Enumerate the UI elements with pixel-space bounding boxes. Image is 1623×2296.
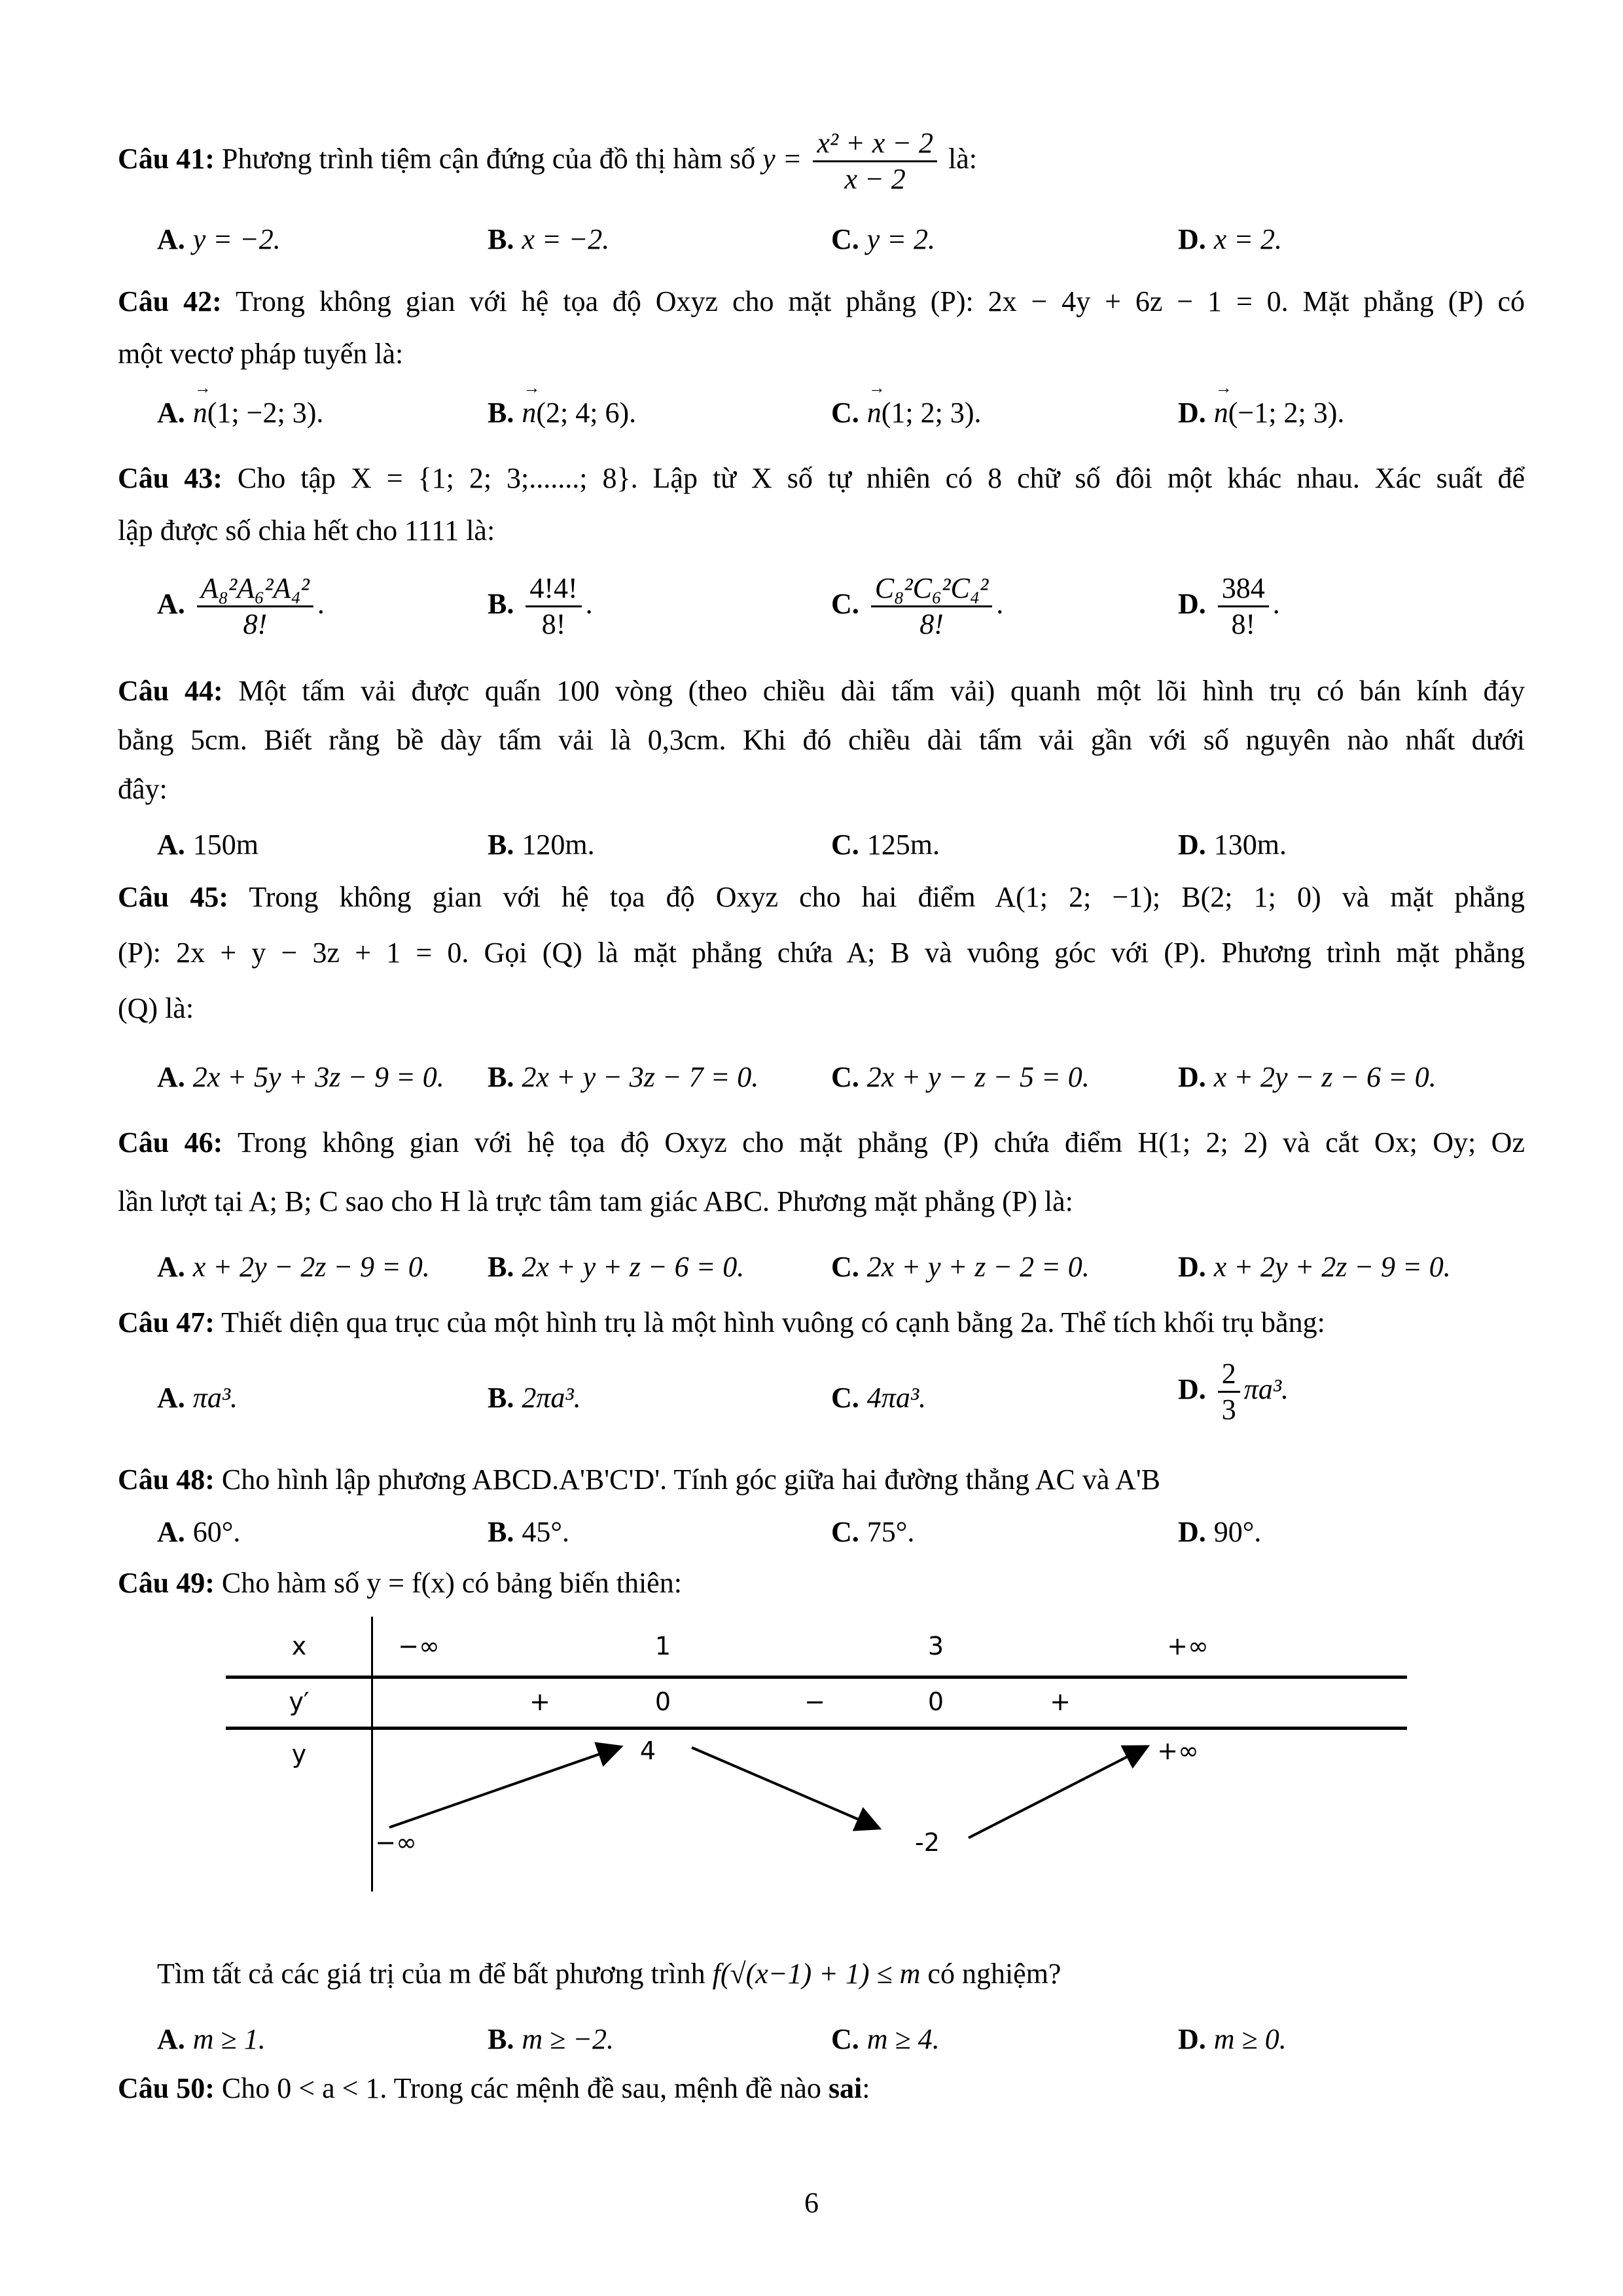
option-label: D.	[1178, 587, 1206, 620]
question-47	[118, 1306, 1525, 1340]
derivative-sign: +	[529, 1687, 550, 1716]
options-44	[157, 828, 1525, 880]
options-45	[157, 1060, 1525, 1113]
option-label: C.	[831, 223, 859, 255]
option-label: C.	[831, 1382, 859, 1414]
question-text-line3: (Q) là:	[118, 992, 194, 1024]
question-text-line1: Trong không gian với hệ tọa độ Oxyz cho mặt phẳng (P) chứa điểm H(1; 2; 2) và cắt Ox; Oy; Oz	[237, 1126, 1525, 1158]
option-d[interactable]	[1178, 1060, 1436, 1095]
option-value: πa³.	[192, 1382, 238, 1414]
options-46	[157, 1250, 1525, 1302]
question-42-line2	[118, 337, 1525, 372]
option-label: D.	[1178, 223, 1206, 255]
question-text-line2: lần lượt tại A; B; C sao cho H là trực tâm tam giác ABC. Phương mặt phẳng (P) là:	[118, 1185, 1073, 1217]
question-text: Cho hình lập phương ABCD.A'B'C'D'. Tính góc giữa hai đường thẳng AC và A'B	[221, 1463, 1161, 1496]
option-value: m ≥ 0.	[1213, 2023, 1287, 2055]
fraction-denominator: 8!	[541, 608, 566, 641]
question-label: Câu 46:	[118, 1126, 223, 1158]
options-41	[157, 223, 1525, 275]
option-c[interactable]: C. $\frac{\text{C₈²C₆²C₄²}}{8!}$ .	[831, 572, 1004, 641]
option-d[interactable]: D. $\frac{384}{8!}$ .	[1178, 572, 1280, 641]
option-a[interactable]	[157, 1381, 238, 1416]
question-48	[118, 1463, 1525, 1498]
option-b[interactable]	[488, 2022, 614, 2057]
option-label: A.	[157, 1516, 185, 1548]
option-label: A.	[157, 1251, 185, 1283]
option-value: x + 2y − 2z − 9 = 0.	[192, 1251, 430, 1283]
fraction-denominator: x − 2	[844, 163, 906, 196]
vector-n: → n	[193, 396, 207, 431]
question-text-line2: bằng 5cm. Biết rằng bề dày tấm vải là 0,3cm. Khi đó chiều dài tấm vải gần với số nguyên nào nhất dưới	[118, 724, 1525, 756]
option-value: 120m.	[522, 829, 595, 861]
option-label: A.	[157, 1382, 185, 1414]
question-46	[118, 1126, 1525, 1160]
question-text-line1: Cho tập X = {1; 2; 3;.......; 8}. Lập từ X số tự nhiên có 8 chữ số đôi một khác nhau. Xác suất để	[237, 462, 1525, 494]
option-label: B.	[488, 1382, 514, 1414]
increasing-arrow-icon	[389, 1748, 618, 1827]
option-value: 2x + 5y + 3z − 9 = 0.	[192, 1061, 444, 1093]
option-b[interactable]	[488, 828, 595, 863]
question-label: Câu 48:	[118, 1463, 215, 1496]
fraction-denominator: 8!	[919, 608, 944, 641]
option-value: 125m.	[866, 829, 940, 861]
option-value: 150m	[192, 829, 259, 861]
options-43	[157, 572, 1525, 641]
option-label: A.	[157, 1061, 185, 1093]
question-label: Câu 45:	[118, 881, 229, 913]
question-41	[118, 128, 1525, 196]
question-label: Câu 49:	[118, 1567, 215, 1599]
option-a[interactable]	[157, 223, 281, 257]
y-max-value: 4	[639, 1736, 656, 1765]
fraction-numerator: C₈²C₆²C₄²	[871, 573, 993, 607]
option-value: (1; −2; 3).	[207, 397, 324, 429]
option-label: B.	[488, 1516, 514, 1548]
option-c[interactable]	[831, 223, 935, 257]
question-text-line2: lập được số chia hết cho 1111 là:	[118, 514, 495, 547]
fraction-numerator: 4!4!	[526, 573, 581, 607]
option-b[interactable]	[488, 396, 636, 431]
formula-fraction	[813, 128, 937, 196]
question-text-line1: Trong không gian với hệ tọa độ Oxyz cho hai điểm A(1; 2; −1); B(2; 1; 0) và mặt phẳng	[249, 881, 1525, 913]
emphasis-sai: sai	[828, 2072, 863, 2104]
vector-n: → n	[1214, 396, 1228, 431]
option-fraction	[526, 573, 581, 641]
derivative-sign: +	[1050, 1687, 1071, 1716]
option-value: 45°.	[522, 1516, 569, 1548]
question-label: Câu 50:	[118, 2072, 215, 2104]
option-value: 60°.	[192, 1516, 241, 1548]
option-a[interactable]	[157, 1515, 240, 1550]
option-c[interactable]	[831, 396, 982, 431]
fraction-numerator: 384	[1218, 573, 1269, 607]
option-fraction	[197, 573, 313, 641]
fraction-denominator: 8!	[243, 608, 268, 641]
question-label: Câu 42:	[118, 285, 222, 317]
question-42	[118, 285, 1525, 319]
option-a[interactable]: A. $\frac{\text{A₈²A₆²A₄²}}{8!}$ .	[157, 572, 325, 641]
option-value: m ≥ 1.	[192, 2023, 266, 2055]
question-text-line2: (P): 2x + y − 3z + 1 = 0. Gọi (Q) là mặt phẳng chứa A; B và vuông góc với (P). Phương trình mặt phẳng	[118, 937, 1525, 969]
option-value: 2x + y + z − 6 = 0.	[522, 1251, 745, 1283]
option-value: 2x + y − 3z − 7 = 0.	[522, 1061, 759, 1093]
fraction-denominator: 3	[1221, 1393, 1236, 1426]
question-text: Cho hàm số y = f(x) có bảng biến thiên:	[221, 1567, 682, 1599]
row-label-y: y	[291, 1740, 307, 1768]
question-text-end: :	[862, 2072, 870, 2104]
option-b[interactable]	[488, 223, 609, 257]
option-value: m ≥ 4.	[866, 2023, 940, 2055]
options-49	[157, 2022, 1525, 2075]
option-d[interactable]	[1178, 396, 1344, 431]
question-44-line3	[118, 772, 1525, 807]
question-text-line1: Một tấm vải được quấn 100 vòng (theo chiều dài tấm vải) quanh một lõi hình trụ có bán kính đáy	[238, 675, 1525, 707]
fraction-numerator: x² + x − 2	[813, 128, 937, 162]
question-44	[118, 674, 1525, 709]
option-label: C.	[831, 1516, 859, 1548]
x-value: 1	[654, 1632, 671, 1660]
question-45	[118, 880, 1525, 915]
option-label: B.	[488, 829, 514, 861]
option-label: C.	[831, 1251, 859, 1283]
option-value: x + 2y + 2z − 9 = 0.	[1213, 1251, 1451, 1283]
option-value: 75°.	[866, 1516, 915, 1548]
option-label: C.	[831, 397, 859, 429]
option-a[interactable]	[157, 1060, 444, 1095]
option-value: 2x + y − z − 5 = 0.	[866, 1061, 1090, 1093]
option-value: (1; 2; 3).	[881, 397, 982, 429]
option-label: B.	[488, 1061, 514, 1093]
option-label: D.	[1178, 1516, 1206, 1548]
formula-lhs: y =	[762, 142, 802, 175]
option-label: B.	[488, 587, 514, 620]
option-value: m ≥ −2.	[522, 2023, 614, 2055]
option-d[interactable]	[1178, 1515, 1261, 1550]
option-c[interactable]	[831, 1060, 1090, 1095]
option-label: A.	[157, 829, 185, 861]
option-value: 2πa³.	[522, 1382, 581, 1414]
option-b[interactable]: B. $\frac{4!4!}{8!}$ .	[488, 572, 593, 641]
y-min-value: -2	[915, 1828, 940, 1857]
variation-table	[226, 1617, 1407, 1892]
option-fraction	[871, 573, 993, 641]
option-value: 130m.	[1213, 829, 1287, 861]
vector-n: → n	[522, 396, 536, 431]
option-value: (−1; 2; 3).	[1228, 397, 1345, 429]
row-label-x: x	[291, 1632, 307, 1660]
option-a[interactable]	[157, 828, 259, 863]
option-c[interactable]	[831, 2022, 940, 2057]
row-label-y-prime: y′	[289, 1687, 310, 1716]
question-45-line3	[118, 992, 1525, 1026]
option-value: πa³.	[1243, 1372, 1289, 1405]
x-value: +∞	[1167, 1632, 1209, 1660]
question-text: Phương trình tiệm cận đứng của đồ thị hàm số	[221, 142, 756, 175]
question-label: Câu 43:	[118, 462, 223, 494]
fraction-denominator: 8!	[1231, 608, 1256, 641]
vector-n: → n	[867, 396, 882, 431]
option-b[interactable]	[488, 1381, 581, 1416]
y-start-value: −∞	[375, 1828, 417, 1857]
question-text: Tìm tất cả các giá trị của m để bất phương trình	[157, 1958, 705, 1990]
y-end-value: +∞	[1157, 1736, 1199, 1765]
option-label: D.	[1178, 829, 1206, 861]
option-value: y = −2.	[192, 223, 281, 255]
decreasing-arrow-icon	[692, 1748, 877, 1827]
option-value: 2x + y + z − 2 = 0.	[866, 1251, 1090, 1283]
option-d[interactable]	[1178, 828, 1287, 863]
derivative-sign: −	[804, 1687, 825, 1716]
option-label: C.	[831, 2023, 859, 2055]
options-47	[157, 1357, 1525, 1433]
increasing-arrow-icon	[969, 1748, 1145, 1838]
option-d[interactable]	[1178, 2022, 1287, 2057]
question-text: Cho 0 < a < 1. Trong các mệnh đề sau, mệnh đề nào	[221, 2072, 821, 2104]
option-value: 90°.	[1213, 1516, 1262, 1548]
option-label: B.	[488, 1251, 514, 1283]
option-label: B.	[488, 223, 514, 255]
option-value: x = 2.	[1213, 223, 1283, 255]
question-label: Câu 44:	[118, 675, 223, 707]
option-label: A.	[157, 2023, 185, 2055]
question-43-line2	[118, 514, 1525, 548]
option-value: x + 2y − z − 6 = 0.	[1213, 1061, 1436, 1093]
page-number: 6	[804, 2187, 819, 2219]
option-value: x = −2.	[522, 223, 610, 255]
option-value: 4πa³.	[866, 1382, 927, 1414]
question-44-line2	[118, 723, 1525, 758]
option-value: y = 2.	[866, 223, 936, 255]
option-a[interactable]	[157, 2022, 266, 2057]
option-label: C.	[831, 829, 859, 861]
derivative-sign: 0	[654, 1687, 671, 1716]
question-49	[118, 1566, 1525, 1601]
question-49-prompt	[157, 1957, 1564, 1992]
question-50	[118, 2072, 1525, 2106]
question-text-end: là:	[948, 142, 977, 175]
option-label: A.	[157, 587, 185, 620]
option-label: A.	[157, 223, 185, 255]
option-b[interactable]	[488, 1515, 569, 1550]
option-label: B.	[488, 397, 514, 429]
option-b[interactable]	[488, 1250, 744, 1285]
option-label: D.	[1178, 1372, 1206, 1405]
question-label: Câu 41:	[118, 142, 215, 175]
question-43	[118, 461, 1525, 496]
option-c[interactable]	[831, 1381, 926, 1416]
option-value: (2; 4; 6).	[536, 397, 637, 429]
option-a[interactable]	[157, 396, 323, 431]
option-label: D.	[1178, 1061, 1206, 1093]
option-d[interactable]	[1178, 1358, 1289, 1426]
option-label: B.	[488, 2023, 514, 2055]
question-46-line2	[118, 1185, 1525, 1219]
question-text-line2: một vectơ pháp tuyến là:	[118, 338, 404, 370]
option-label: D.	[1178, 397, 1206, 429]
option-c[interactable]	[831, 828, 940, 863]
option-c[interactable]	[831, 1250, 1090, 1285]
option-fraction	[1218, 1358, 1240, 1426]
options-42	[157, 396, 1525, 448]
option-label: A.	[157, 397, 185, 429]
question-text: Thiết diện qua trục của một hình trụ là một hình vuông có cạnh bằng 2a. Thể tích khối trụ bằng:	[221, 1306, 1325, 1338]
option-label: D.	[1178, 1251, 1206, 1283]
question-text-line3: đây:	[118, 773, 168, 805]
option-d[interactable]	[1178, 1250, 1451, 1285]
x-value: −∞	[398, 1632, 440, 1660]
question-45-line2	[118, 936, 1525, 971]
x-value: 3	[927, 1632, 944, 1660]
fraction-numerator: 2	[1218, 1358, 1240, 1393]
options-48	[157, 1515, 1525, 1568]
inequality: f(√(x−1) + 1) ≤ m	[712, 1958, 921, 1990]
fraction-numerator: A₈²A₆²A₄²	[197, 573, 313, 607]
question-text-end: có nghiệm?	[927, 1958, 1061, 1990]
option-c[interactable]	[831, 1515, 914, 1550]
option-fraction	[1218, 573, 1269, 641]
option-label: D.	[1178, 2023, 1206, 2055]
option-d[interactable]	[1178, 223, 1282, 257]
question-label: Câu 47:	[118, 1306, 215, 1338]
variation-arrows	[226, 1617, 1407, 1892]
option-b[interactable]	[488, 1060, 758, 1095]
option-label: C.	[831, 587, 859, 620]
option-a[interactable]	[157, 1250, 430, 1285]
option-label: C.	[831, 1061, 859, 1093]
derivative-sign: 0	[927, 1687, 944, 1716]
question-text-line1: Trong không gian với hệ tọa độ Oxyz cho mặt phẳng (P): 2x − 4y + 6z − 1 = 0. Mặt phẳng (P) có	[235, 285, 1525, 317]
